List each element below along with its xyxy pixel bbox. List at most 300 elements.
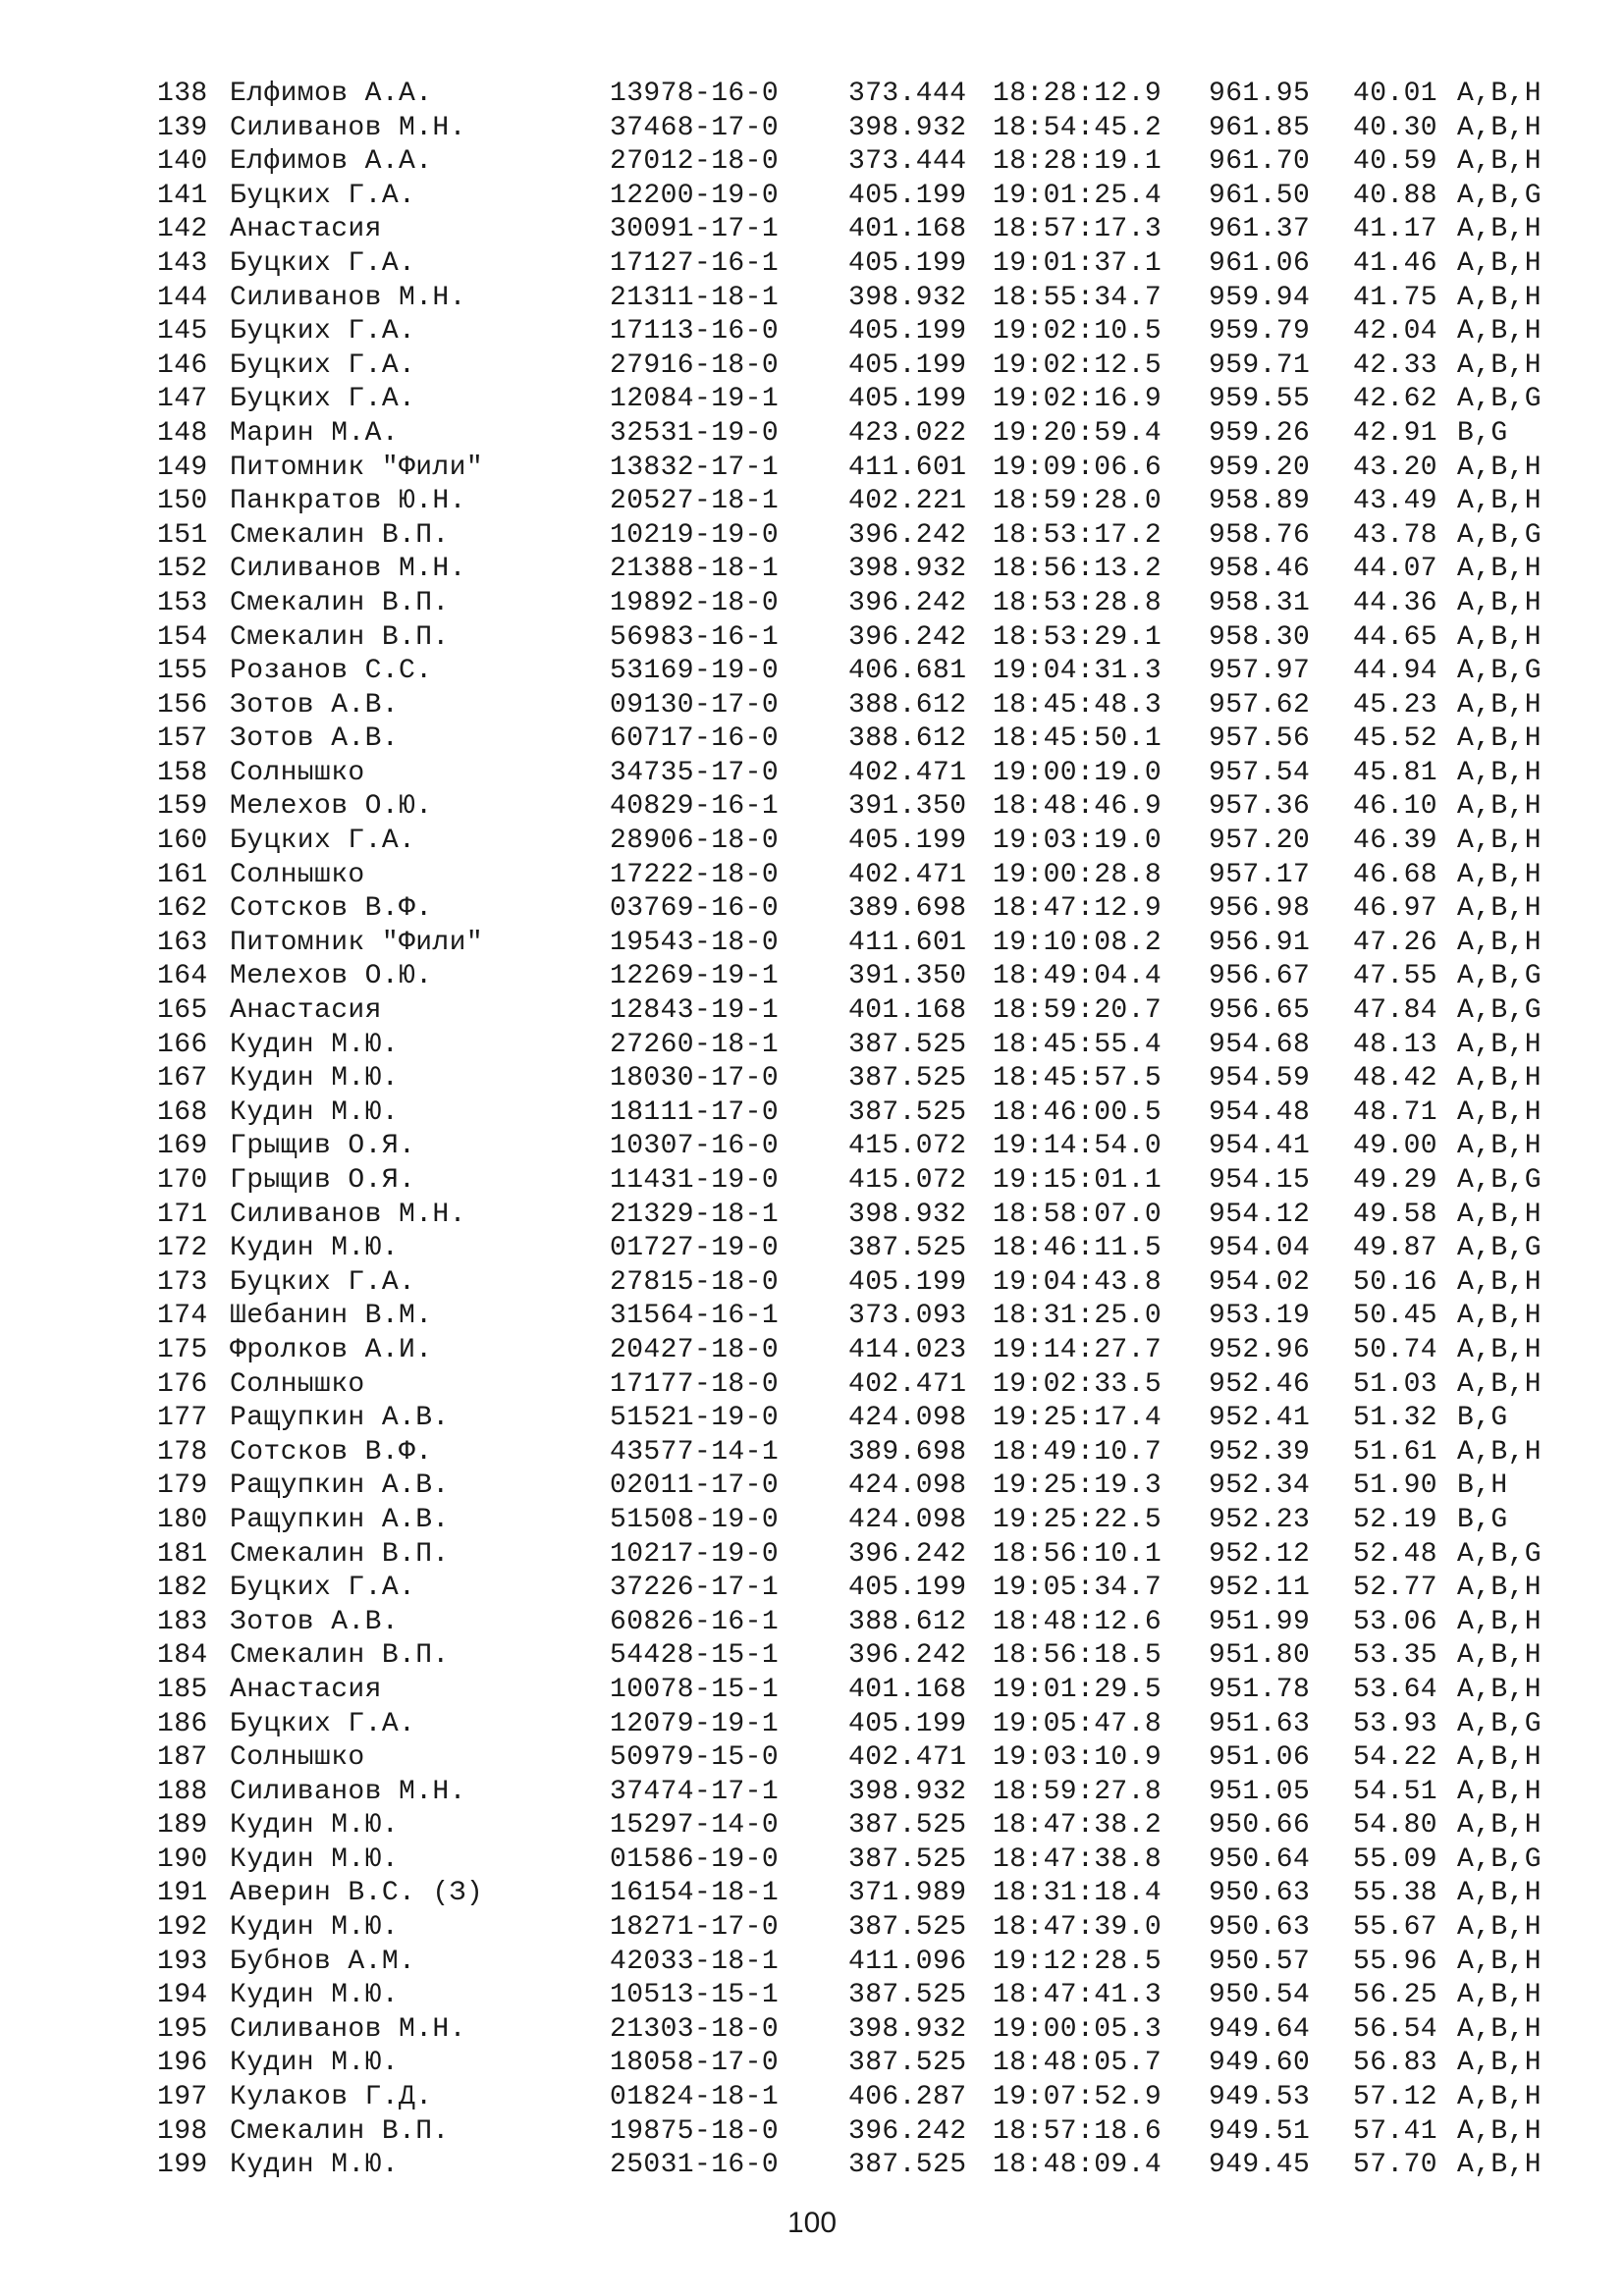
percent-cell: 56.25 xyxy=(1353,1980,1438,2011)
table-row xyxy=(157,1639,1571,1674)
classes-cell: A,B,H xyxy=(1457,1878,1543,1909)
speed-cell: 961.85 xyxy=(1209,112,1311,143)
speed-cell: 954.41 xyxy=(1209,1131,1311,1162)
ring-number-cell: 60717-16-0 xyxy=(610,723,780,755)
arrival-time-cell: 18:48:12.6 xyxy=(993,1606,1163,1637)
ring-number-cell: 19543-18-0 xyxy=(610,927,780,958)
classes-cell: A,B,H xyxy=(1457,826,1543,857)
distance-cell: 402.471 xyxy=(848,859,967,890)
distance-cell: 387.525 xyxy=(848,1843,967,1875)
distance-cell: 373.093 xyxy=(848,1301,967,1332)
position-cell: 141 xyxy=(157,180,208,211)
owner-name-cell: Кудин М.Ю. xyxy=(230,2048,400,2079)
table-row xyxy=(157,1911,1571,1946)
position-cell: 166 xyxy=(157,1029,208,1060)
percent-cell: 53.93 xyxy=(1353,1708,1438,1739)
speed-cell: 959.26 xyxy=(1209,417,1311,449)
speed-cell: 959.55 xyxy=(1209,384,1311,415)
speed-cell: 951.05 xyxy=(1209,1776,1311,1807)
arrival-time-cell: 19:01:29.5 xyxy=(993,1674,1163,1705)
speed-cell: 954.02 xyxy=(1209,1266,1311,1298)
percent-cell: 48.13 xyxy=(1353,1029,1438,1060)
distance-cell: 424.098 xyxy=(848,1470,967,1502)
owner-name-cell: Смекалин В.П. xyxy=(230,519,450,551)
table-row xyxy=(157,2047,1571,2081)
table-row xyxy=(157,892,1571,927)
percent-cell: 41.17 xyxy=(1353,214,1438,245)
table-row xyxy=(157,1266,1571,1301)
speed-cell: 958.76 xyxy=(1209,519,1311,551)
distance-cell: 405.199 xyxy=(848,1266,967,1298)
table-row xyxy=(157,859,1571,893)
position-cell: 159 xyxy=(157,791,208,823)
percent-cell: 44.65 xyxy=(1353,621,1438,653)
ring-number-cell: 25031-16-0 xyxy=(610,2150,780,2181)
position-cell: 164 xyxy=(157,961,208,992)
arrival-time-cell: 18:47:12.9 xyxy=(993,893,1163,925)
table-row xyxy=(157,621,1571,656)
classes-cell: A,B,H xyxy=(1457,723,1543,755)
percent-cell: 50.16 xyxy=(1353,1266,1438,1298)
position-cell: 154 xyxy=(157,621,208,653)
owner-name-cell: Кудин М.Ю. xyxy=(230,1096,400,1128)
arrival-time-cell: 19:09:06.6 xyxy=(993,452,1163,483)
arrival-time-cell: 18:46:11.5 xyxy=(993,1233,1163,1264)
distance-cell: 402.471 xyxy=(848,757,967,788)
owner-name-cell: Зотов А.В. xyxy=(230,689,400,721)
owner-name-cell: Солнышко xyxy=(230,859,365,890)
distance-cell: 414.023 xyxy=(848,1334,967,1365)
owner-name-cell: Кудин М.Ю. xyxy=(230,1233,400,1264)
classes-cell: A,B,H xyxy=(1457,2048,1543,2079)
classes-cell: A,B,H xyxy=(1457,452,1543,483)
table-row xyxy=(157,655,1571,689)
speed-cell: 950.63 xyxy=(1209,1878,1311,1909)
classes-cell: A,B,H xyxy=(1457,893,1543,925)
classes-cell: B,G xyxy=(1457,1504,1508,1535)
ring-number-cell: 34735-17-0 xyxy=(610,757,780,788)
percent-cell: 55.38 xyxy=(1353,1878,1438,1909)
position-cell: 175 xyxy=(157,1334,208,1365)
owner-name-cell: Шебанин В.М. xyxy=(230,1301,433,1332)
position-cell: 163 xyxy=(157,927,208,958)
ring-number-cell: 60826-16-1 xyxy=(610,1606,780,1637)
distance-cell: 387.525 xyxy=(848,1233,967,1264)
arrival-time-cell: 19:02:10.5 xyxy=(993,316,1163,347)
arrival-time-cell: 19:04:31.3 xyxy=(993,656,1163,687)
ring-number-cell: 10217-19-0 xyxy=(610,1538,780,1570)
distance-cell: 387.525 xyxy=(848,2150,967,2181)
speed-cell: 956.98 xyxy=(1209,893,1311,925)
table-row xyxy=(157,2149,1571,2183)
table-row xyxy=(157,1436,1571,1470)
speed-cell: 959.94 xyxy=(1209,282,1311,313)
classes-cell: B,G xyxy=(1457,417,1508,449)
speed-cell: 950.54 xyxy=(1209,1980,1311,2011)
ring-number-cell: 12843-19-1 xyxy=(610,995,780,1027)
speed-cell: 957.20 xyxy=(1209,826,1311,857)
owner-name-cell: Розанов С.С. xyxy=(230,656,433,687)
distance-cell: 396.242 xyxy=(848,587,967,618)
owner-name-cell: Буцких Г.А. xyxy=(230,384,416,415)
distance-cell: 396.242 xyxy=(848,1640,967,1672)
distance-cell: 387.525 xyxy=(848,1980,967,2011)
owner-name-cell: Буцких Г.А. xyxy=(230,316,416,347)
owner-name-cell: Кудин М.Ю. xyxy=(230,1912,400,1944)
ring-number-cell: 13832-17-1 xyxy=(610,452,780,483)
ring-number-cell: 18058-17-0 xyxy=(610,2048,780,2079)
ring-number-cell: 17177-18-0 xyxy=(610,1368,780,1400)
arrival-time-cell: 18:59:27.8 xyxy=(993,1776,1163,1807)
table-row xyxy=(157,790,1571,825)
percent-cell: 45.81 xyxy=(1353,757,1438,788)
ring-number-cell: 02011-17-0 xyxy=(610,1470,780,1502)
arrival-time-cell: 18:53:29.1 xyxy=(993,621,1163,653)
distance-cell: 391.350 xyxy=(848,961,967,992)
owner-name-cell: Панкратов Ю.Н. xyxy=(230,486,466,517)
percent-cell: 57.70 xyxy=(1353,2150,1438,2181)
classes-cell: A,B,H xyxy=(1457,689,1543,721)
classes-cell: A,B,H xyxy=(1457,1776,1543,1807)
table-row xyxy=(157,1708,1571,1742)
classes-cell: A,B,H xyxy=(1457,349,1543,381)
arrival-time-cell: 19:25:19.3 xyxy=(993,1470,1163,1502)
distance-cell: 371.989 xyxy=(848,1878,967,1909)
speed-cell: 950.63 xyxy=(1209,1912,1311,1944)
speed-cell: 952.46 xyxy=(1209,1368,1311,1400)
owner-name-cell: Смекалин В.П. xyxy=(230,1538,450,1570)
arrival-time-cell: 19:00:05.3 xyxy=(993,2013,1163,2045)
table-row xyxy=(157,1232,1571,1266)
percent-cell: 47.26 xyxy=(1353,927,1438,958)
owner-name-cell: Силиванов М.Н. xyxy=(230,554,466,585)
position-cell: 139 xyxy=(157,112,208,143)
owner-name-cell: Буцких Г.А. xyxy=(230,180,416,211)
distance-cell: 406.287 xyxy=(848,2082,967,2113)
owner-name-cell: Анастасия xyxy=(230,1674,382,1705)
position-cell: 183 xyxy=(157,1606,208,1637)
arrival-time-cell: 18:58:07.0 xyxy=(993,1199,1163,1230)
ring-number-cell: 18111-17-0 xyxy=(610,1096,780,1128)
arrival-time-cell: 19:14:54.0 xyxy=(993,1131,1163,1162)
speed-cell: 952.11 xyxy=(1209,1573,1311,1604)
position-cell: 176 xyxy=(157,1368,208,1400)
distance-cell: 387.525 xyxy=(848,1810,967,1842)
percent-cell: 51.03 xyxy=(1353,1368,1438,1400)
table-row xyxy=(157,452,1571,486)
arrival-time-cell: 19:03:19.0 xyxy=(993,826,1163,857)
ring-number-cell: 53169-19-0 xyxy=(610,656,780,687)
results-table xyxy=(157,78,1571,2183)
arrival-time-cell: 19:05:34.7 xyxy=(993,1573,1163,1604)
distance-cell: 405.199 xyxy=(848,1708,967,1739)
arrival-time-cell: 18:53:17.2 xyxy=(993,519,1163,551)
arrival-time-cell: 18:28:19.1 xyxy=(993,146,1163,178)
speed-cell: 961.95 xyxy=(1209,79,1311,109)
table-row xyxy=(157,1368,1571,1403)
speed-cell: 954.04 xyxy=(1209,1233,1311,1264)
distance-cell: 398.932 xyxy=(848,2013,967,2045)
distance-cell: 389.698 xyxy=(848,1436,967,1468)
position-cell: 194 xyxy=(157,1980,208,2011)
speed-cell: 958.89 xyxy=(1209,486,1311,517)
position-cell: 193 xyxy=(157,1946,208,1977)
distance-cell: 405.199 xyxy=(848,349,967,381)
distance-cell: 388.612 xyxy=(848,1606,967,1637)
classes-cell: A,B,H xyxy=(1457,2013,1543,2045)
ring-number-cell: 10219-19-0 xyxy=(610,519,780,551)
table-row xyxy=(157,1538,1571,1573)
distance-cell: 391.350 xyxy=(848,791,967,823)
distance-cell: 411.096 xyxy=(848,1946,967,1977)
arrival-time-cell: 19:25:17.4 xyxy=(993,1403,1163,1434)
percent-cell: 55.67 xyxy=(1353,1912,1438,1944)
owner-name-cell: Смекалин В.П. xyxy=(230,621,450,653)
percent-cell: 56.54 xyxy=(1353,2013,1438,2045)
percent-cell: 46.39 xyxy=(1353,826,1438,857)
ring-number-cell: 27260-18-1 xyxy=(610,1029,780,1060)
table-row xyxy=(157,282,1571,316)
speed-cell: 952.12 xyxy=(1209,1538,1311,1570)
owner-name-cell: Кудин М.Ю. xyxy=(230,1980,400,2011)
table-row xyxy=(157,145,1571,180)
classes-cell: B,G xyxy=(1457,1403,1508,1434)
ring-number-cell: 10513-15-1 xyxy=(610,1980,780,2011)
position-cell: 169 xyxy=(157,1131,208,1162)
table-row xyxy=(157,519,1571,554)
distance-cell: 406.681 xyxy=(848,656,967,687)
speed-cell: 951.80 xyxy=(1209,1640,1311,1672)
arrival-time-cell: 18:45:55.4 xyxy=(993,1029,1163,1060)
percent-cell: 57.41 xyxy=(1353,2115,1438,2147)
distance-cell: 398.932 xyxy=(848,1776,967,1807)
percent-cell: 49.29 xyxy=(1353,1165,1438,1196)
arrival-time-cell: 19:04:43.8 xyxy=(993,1266,1163,1298)
ring-number-cell: 30091-17-1 xyxy=(610,214,780,245)
arrival-time-cell: 18:59:20.7 xyxy=(993,995,1163,1027)
ring-number-cell: 19875-18-0 xyxy=(610,2115,780,2147)
ring-number-cell: 56983-16-1 xyxy=(610,621,780,653)
distance-cell: 398.932 xyxy=(848,1199,967,1230)
ring-number-cell: 21311-18-1 xyxy=(610,282,780,313)
position-cell: 161 xyxy=(157,859,208,890)
distance-cell: 405.199 xyxy=(848,826,967,857)
distance-cell: 388.612 xyxy=(848,689,967,721)
percent-cell: 43.49 xyxy=(1353,486,1438,517)
arrival-time-cell: 18:31:18.4 xyxy=(993,1878,1163,1909)
speed-cell: 952.34 xyxy=(1209,1470,1311,1502)
arrival-time-cell: 18:56:18.5 xyxy=(993,1640,1163,1672)
classes-cell: A,B,H xyxy=(1457,1266,1543,1298)
owner-name-cell: Ращупкин А.В. xyxy=(230,1403,450,1434)
speed-cell: 954.15 xyxy=(1209,1165,1311,1196)
distance-cell: 387.525 xyxy=(848,2048,967,2079)
arrival-time-cell: 19:02:33.5 xyxy=(993,1368,1163,1400)
speed-cell: 956.67 xyxy=(1209,961,1311,992)
distance-cell: 424.098 xyxy=(848,1504,967,1535)
arrival-time-cell: 18:47:38.8 xyxy=(993,1843,1163,1875)
distance-cell: 405.199 xyxy=(848,384,967,415)
percent-cell: 48.71 xyxy=(1353,1096,1438,1128)
arrival-time-cell: 18:31:25.0 xyxy=(993,1301,1163,1332)
speed-cell: 958.46 xyxy=(1209,554,1311,585)
distance-cell: 402.471 xyxy=(848,1368,967,1400)
owner-name-cell: Мелехов О.Ю. xyxy=(230,791,433,823)
position-cell: 157 xyxy=(157,723,208,755)
ring-number-cell: 17127-16-1 xyxy=(610,247,780,279)
distance-cell: 411.601 xyxy=(848,927,967,958)
classes-cell: A,B,H xyxy=(1457,1606,1543,1637)
percent-cell: 49.00 xyxy=(1353,1131,1438,1162)
table-row xyxy=(157,2081,1571,2115)
classes-cell: A,B,H xyxy=(1457,2150,1543,2181)
classes-cell: A,B,H xyxy=(1457,1029,1543,1060)
distance-cell: 402.471 xyxy=(848,1742,967,1774)
table-row xyxy=(157,1809,1571,1843)
arrival-time-cell: 19:05:47.8 xyxy=(993,1708,1163,1739)
percent-cell: 42.33 xyxy=(1353,349,1438,381)
arrival-time-cell: 18:48:09.4 xyxy=(993,2150,1163,2181)
position-cell: 151 xyxy=(157,519,208,551)
ring-number-cell: 37474-17-1 xyxy=(610,1776,780,1807)
speed-cell: 949.60 xyxy=(1209,2048,1311,2079)
classes-cell: A,B,H xyxy=(1457,1674,1543,1705)
distance-cell: 387.525 xyxy=(848,1912,967,1944)
speed-cell: 950.64 xyxy=(1209,1843,1311,1875)
speed-cell: 961.37 xyxy=(1209,214,1311,245)
table-row xyxy=(157,1674,1571,1708)
position-cell: 178 xyxy=(157,1436,208,1468)
percent-cell: 53.64 xyxy=(1353,1674,1438,1705)
ring-number-cell: 12079-19-1 xyxy=(610,1708,780,1739)
owner-name-cell: Буцких Г.А. xyxy=(230,1266,416,1298)
owner-name-cell: Силиванов М.Н. xyxy=(230,1776,466,1807)
position-cell: 146 xyxy=(157,349,208,381)
arrival-time-cell: 18:45:48.3 xyxy=(993,689,1163,721)
table-row xyxy=(157,1979,1571,2013)
owner-name-cell: Солнышко xyxy=(230,757,365,788)
table-row xyxy=(157,1469,1571,1504)
ring-number-cell: 09130-17-0 xyxy=(610,689,780,721)
distance-cell: 387.525 xyxy=(848,1029,967,1060)
owner-name-cell: Буцких Г.А. xyxy=(230,1708,416,1739)
classes-cell: A,B,H xyxy=(1457,2082,1543,2113)
percent-cell: 43.78 xyxy=(1353,519,1438,551)
ring-number-cell: 11431-19-0 xyxy=(610,1165,780,1196)
table-row xyxy=(157,112,1571,146)
table-row xyxy=(157,213,1571,247)
speed-cell: 958.31 xyxy=(1209,587,1311,618)
classes-cell: A,B,H xyxy=(1457,1980,1543,2011)
position-cell: 198 xyxy=(157,2115,208,2147)
speed-cell: 949.51 xyxy=(1209,2115,1311,2147)
owner-name-cell: Марин М.А. xyxy=(230,417,400,449)
ring-number-cell: 17222-18-0 xyxy=(610,859,780,890)
speed-cell: 953.19 xyxy=(1209,1301,1311,1332)
speed-cell: 951.99 xyxy=(1209,1606,1311,1637)
arrival-time-cell: 18:49:10.7 xyxy=(993,1436,1163,1468)
table-row xyxy=(157,587,1571,621)
ring-number-cell: 12269-19-1 xyxy=(610,961,780,992)
speed-cell: 959.20 xyxy=(1209,452,1311,483)
arrival-time-cell: 18:28:12.9 xyxy=(993,79,1163,109)
classes-cell: A,B,G xyxy=(1457,384,1543,415)
arrival-time-cell: 19:01:25.4 xyxy=(993,180,1163,211)
ring-number-cell: 10307-16-0 xyxy=(610,1131,780,1162)
owner-name-cell: Буцких Г.А. xyxy=(230,247,416,279)
position-cell: 145 xyxy=(157,316,208,347)
percent-cell: 40.59 xyxy=(1353,146,1438,178)
position-cell: 173 xyxy=(157,1266,208,1298)
ring-number-cell: 01824-18-1 xyxy=(610,2082,780,2113)
position-cell: 150 xyxy=(157,486,208,517)
classes-cell: A,B,H xyxy=(1457,757,1543,788)
position-cell: 171 xyxy=(157,1199,208,1230)
position-cell: 182 xyxy=(157,1573,208,1604)
distance-cell: 396.242 xyxy=(848,1538,967,1570)
ring-number-cell: 27012-18-0 xyxy=(610,146,780,178)
table-row xyxy=(157,417,1571,452)
classes-cell: A,B,H xyxy=(1457,79,1543,109)
position-cell: 179 xyxy=(157,1470,208,1502)
distance-cell: 415.072 xyxy=(848,1165,967,1196)
speed-cell: 961.06 xyxy=(1209,247,1311,279)
speed-cell: 956.65 xyxy=(1209,995,1311,1027)
position-cell: 143 xyxy=(157,247,208,279)
owner-name-cell: Елфимов А.А. xyxy=(230,79,433,109)
owner-name-cell: Питомник "Фили" xyxy=(230,927,484,958)
table-row xyxy=(157,1606,1571,1640)
ring-number-cell: 32531-19-0 xyxy=(610,417,780,449)
speed-cell: 952.96 xyxy=(1209,1334,1311,1365)
ring-number-cell: 31564-16-1 xyxy=(610,1301,780,1332)
distance-cell: 396.242 xyxy=(848,2115,967,2147)
percent-cell: 42.62 xyxy=(1353,384,1438,415)
arrival-time-cell: 18:45:50.1 xyxy=(993,723,1163,755)
position-cell: 174 xyxy=(157,1301,208,1332)
ring-number-cell: 21329-18-1 xyxy=(610,1199,780,1230)
table-row xyxy=(157,689,1571,723)
arrival-time-cell: 19:02:16.9 xyxy=(993,384,1163,415)
owner-name-cell: Анастасия xyxy=(230,995,382,1027)
position-cell: 191 xyxy=(157,1878,208,1909)
table-row xyxy=(157,1164,1571,1199)
position-cell: 152 xyxy=(157,554,208,585)
arrival-time-cell: 18:45:57.5 xyxy=(993,1063,1163,1095)
classes-cell: A,B,H xyxy=(1457,1810,1543,1842)
ring-number-cell: 16154-18-1 xyxy=(610,1878,780,1909)
percent-cell: 40.30 xyxy=(1353,112,1438,143)
ring-number-cell: 17113-16-0 xyxy=(610,316,780,347)
distance-cell: 388.612 xyxy=(848,723,967,755)
ring-number-cell: 18271-17-0 xyxy=(610,1912,780,1944)
ring-number-cell: 20527-18-1 xyxy=(610,486,780,517)
distance-cell: 405.199 xyxy=(848,247,967,279)
table-row xyxy=(157,349,1571,384)
position-cell: 147 xyxy=(157,384,208,415)
classes-cell: A,B,H xyxy=(1457,1640,1543,1672)
arrival-time-cell: 18:53:28.8 xyxy=(993,587,1163,618)
table-row xyxy=(157,994,1571,1029)
percent-cell: 41.46 xyxy=(1353,247,1438,279)
position-cell: 142 xyxy=(157,214,208,245)
position-cell: 172 xyxy=(157,1233,208,1264)
arrival-time-cell: 19:01:37.1 xyxy=(993,247,1163,279)
classes-cell: A,B,H xyxy=(1457,554,1543,585)
owner-name-cell: Кудин М.Ю. xyxy=(230,1063,400,1095)
speed-cell: 958.30 xyxy=(1209,621,1311,653)
table-row xyxy=(157,1402,1571,1436)
